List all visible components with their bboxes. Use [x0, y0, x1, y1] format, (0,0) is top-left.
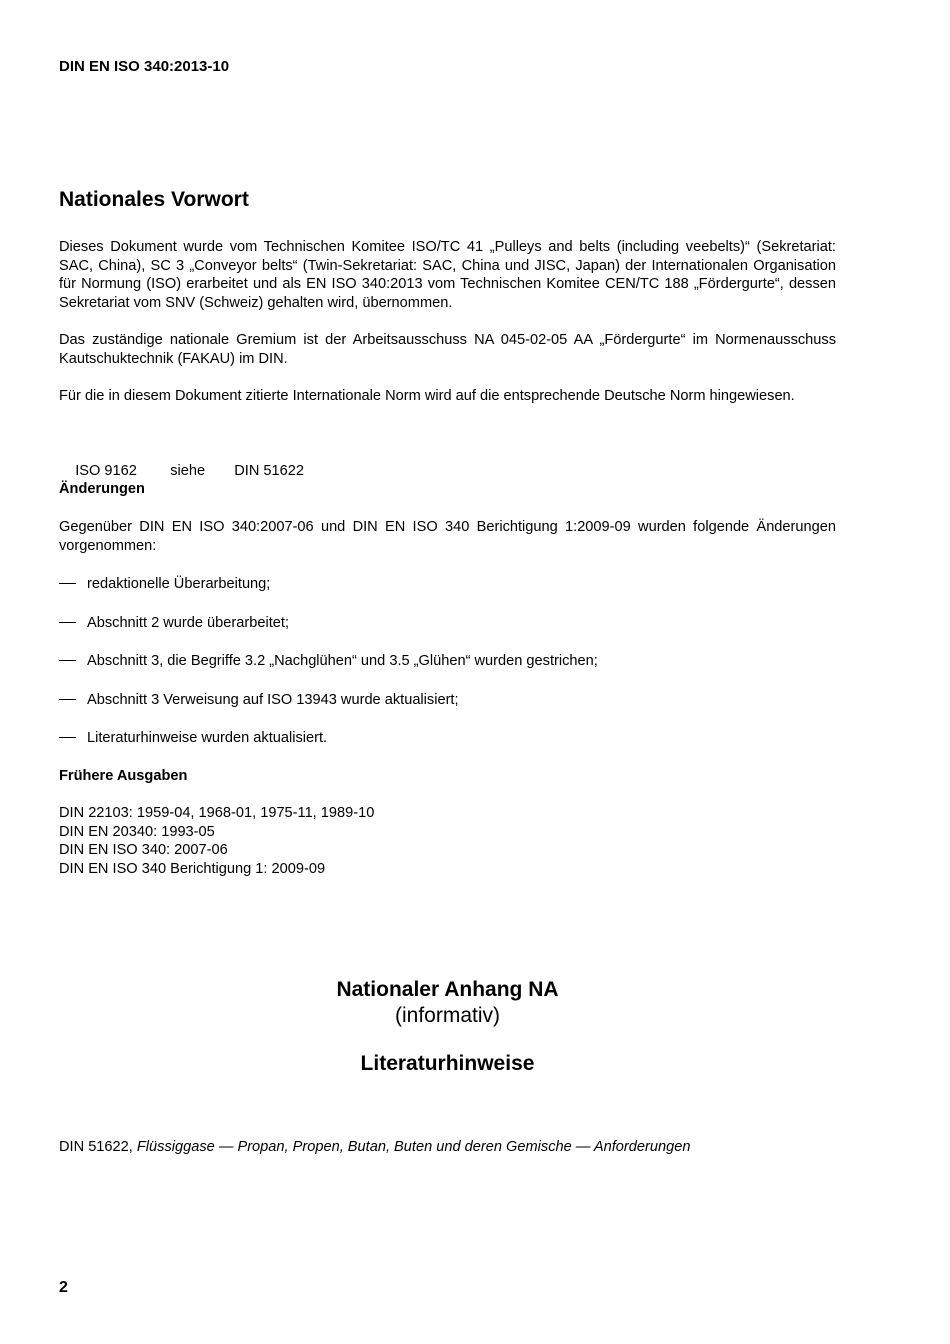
- vorwort-paragraph-1: Dieses Dokument wurde vom Technischen Komitee ISO/TC 41 „Pulleys and belts (including veebelts)“ (Sekretariat: SAC, China), SC 3 „Conveyor belts“ (Twin-Sekretariat: SAC, China und JISC, Japan) der Internationalen Organisation für Normung (ISO) erarbeitet und als EN ISO 340:2013 vom Technischen Komitee CEN/TC 188 „Fördergurte“, dessen Sekretariat vom SNV (Schweiz) gehalten wird, übernommen.: [59, 239, 836, 311]
- document-identifier: DIN EN ISO 340:2013-10: [59, 58, 230, 75]
- aenderungen-heading: Änderungen: [59, 481, 145, 497]
- dash-bullet: [59, 699, 76, 700]
- fruehere-ausgaben-heading: Frühere Ausgaben: [59, 768, 188, 784]
- bibliography-title-text: Flüssiggase — Propan, Propen, Butan, Buten und deren Gemische — Anforderungen: [136, 1139, 691, 1155]
- list-item: [59, 575, 859, 594]
- edition-line: DIN EN 20340: 1993-05: [59, 823, 215, 840]
- reference-din: DIN 51622: [234, 462, 304, 479]
- bibliography-title: Literaturhinweise: [360, 1052, 535, 1075]
- list-item-text: redaktionelle Überarbeitung;: [87, 576, 271, 592]
- section-title-vorwort: Nationales Vorwort: [59, 188, 249, 211]
- edition-line: DIN EN ISO 340: 2007-06: [59, 842, 228, 858]
- edition-line: DIN EN ISO 340 Berichtigung 1: 2009-09: [59, 860, 326, 877]
- list-item-text: Literaturhinweise wurden aktualisiert.: [87, 730, 328, 746]
- vorwort-paragraph-3: Für die in diesem Dokument zitierte Internationale Norm wird auf die entsprechende Deutsche Norm hingewiesen.: [59, 388, 795, 404]
- dash-bullet: [59, 660, 76, 661]
- list-item: [59, 652, 859, 671]
- reference-siehe: siehe: [170, 462, 206, 479]
- aenderungen-intro: Gegenüber DIN EN ISO 340:2007-06 und DIN EN ISO 340 Berichtigung 1:2009-09 wurden folgende Änderungen vorgenommen:: [59, 519, 836, 554]
- list-item-text: Abschnitt 3 Verweisung auf ISO 13943 wurde aktualisiert;: [87, 692, 459, 708]
- annex-title: Nationaler Anhang NA: [336, 978, 559, 1001]
- list-item-text: Abschnitt 2 wurde überarbeitet;: [87, 615, 289, 631]
- bibliography-code: DIN 51622,: [59, 1139, 137, 1155]
- dash-bullet: [59, 622, 76, 623]
- vorwort-paragraph-2: Das zuständige nationale Gremium ist der Arbeitsausschuss NA 045-02-05 AA „Fördergurte“ im Normenausschuss Kautschuktechnik (FAKAU) im DIN.: [59, 332, 836, 367]
- bibliography-entry: [59, 1138, 690, 1157]
- list-item: [59, 614, 859, 633]
- annex-subtitle: (informativ): [394, 1004, 500, 1027]
- page-number: 2: [59, 1279, 68, 1296]
- list-item: [59, 691, 859, 710]
- dash-bullet: [59, 737, 76, 738]
- reference-iso: ISO 9162: [75, 462, 137, 479]
- edition-line: DIN 22103: 1959-04, 1968-01, 1975-11, 1989-10: [59, 805, 375, 821]
- list-item: [59, 729, 859, 748]
- previous-editions-list: [59, 804, 374, 878]
- list-item-text: Abschnitt 3, die Begriffe 3.2 „Nachglühen“ und 3.5 „Glühen“ wurden gestrichen;: [87, 653, 598, 669]
- dash-bullet: [59, 583, 76, 584]
